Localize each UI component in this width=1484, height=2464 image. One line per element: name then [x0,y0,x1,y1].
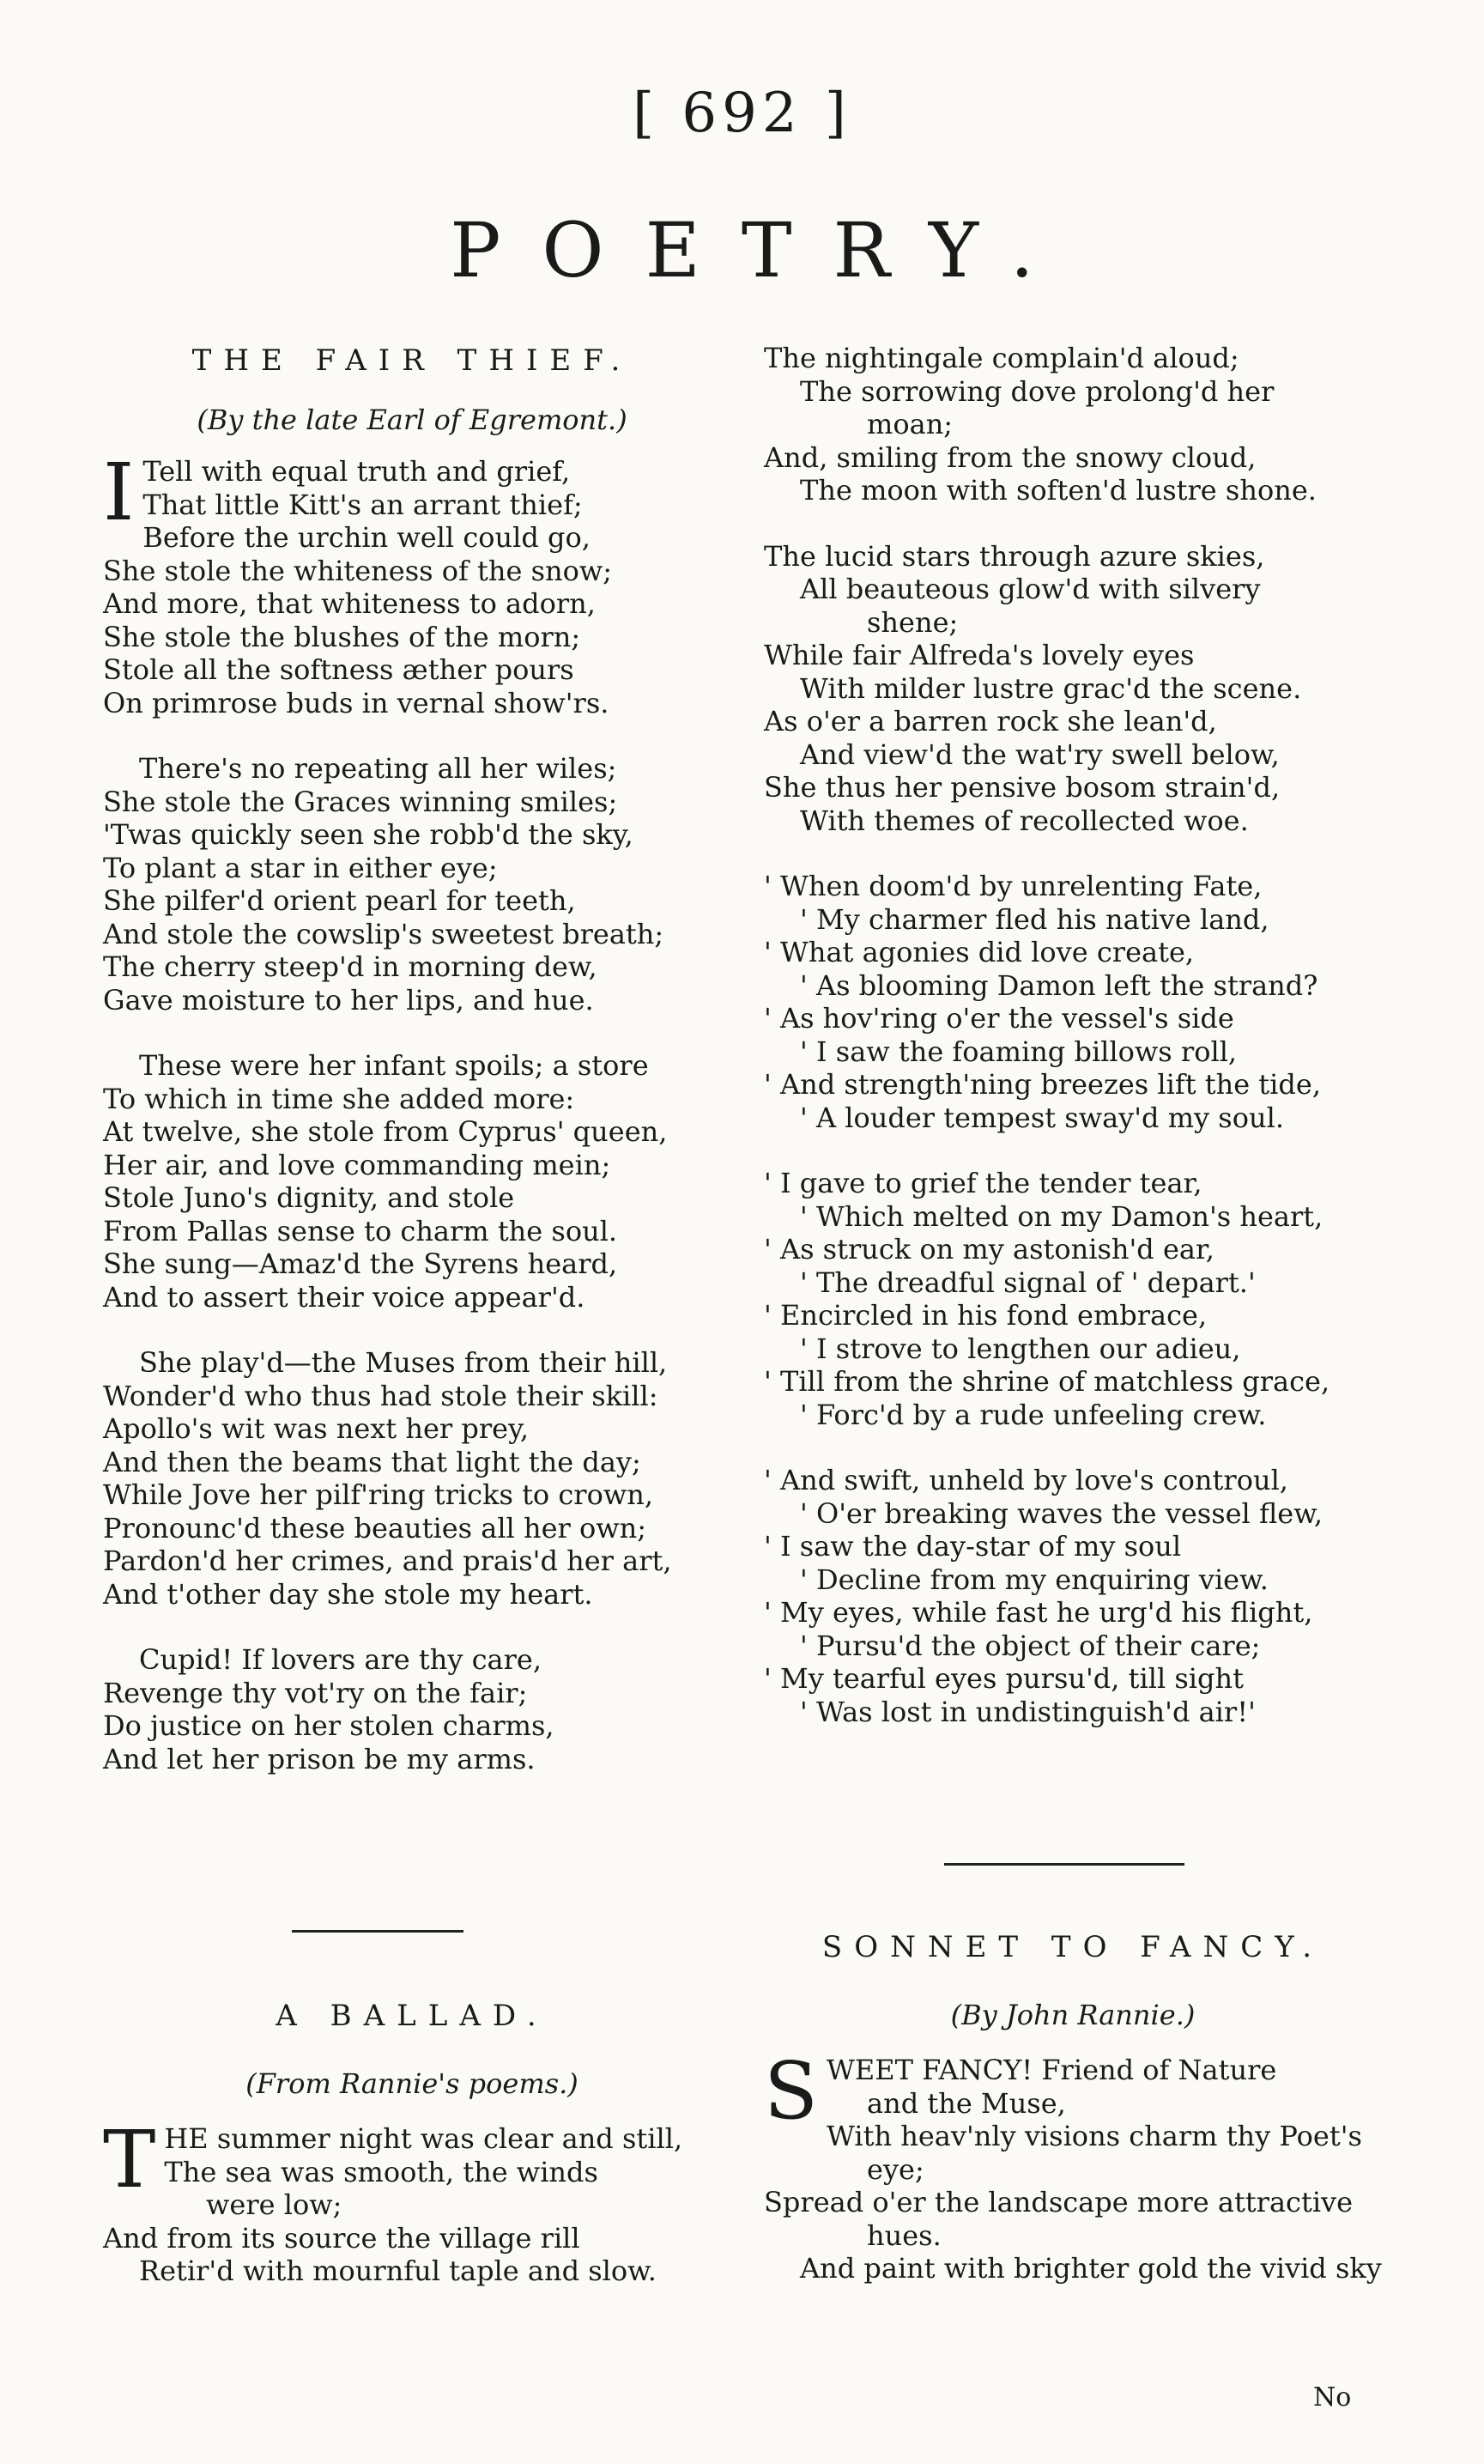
verse-line: ' Till from the shrine of matchless grace, [764,1365,1330,1398]
stanza [103,752,721,1017]
verse-line: And from its source the village rill [103,2221,580,2255]
poem-title: A BALLAD. [276,1999,548,2033]
verse-line: Cupid! If lovers are thy care, [139,1643,542,1676]
verse-line: ' Which melted on my Damon's heart, [800,1199,1323,1233]
verse-line: ' Decline from my enquiring view. [800,1563,1269,1596]
verse-line: The cherry steep'd in morning dew, [103,950,597,983]
verse-line: And stole the cowslip's sweetest breath; [103,917,664,950]
verse-line: ' What agonies did love create, [764,936,1195,968]
verse-line: With milder lustre grac'd the scene. [800,671,1302,705]
verse-line: ' Pursu'd the object of their care; [800,1629,1261,1662]
verse-line: Do justice on her stolen charms, [103,1709,554,1742]
verse-line: And, smiling from the snowy cloud, [764,440,1257,474]
verse-line: Her air, and love commanding mein; [103,1148,611,1181]
verse-line: ' O'er breaking waves the vessel flew, [800,1496,1323,1530]
verse-line: ' Was lost in undistinguish'd air!' [800,1695,1256,1728]
verse-line: ' My eyes, while fast he urg'd his flight, [764,1596,1313,1629]
verse-line: She stole the blushes of the morn; [103,620,581,653]
catchword: No [1313,2382,1352,2412]
verse-line: Revenge thy vot'ry on the fair; [103,1676,528,1709]
verse-line: The nightingale complain'd aloud; [764,342,1239,374]
verse-line: With heav'nly visions charm thy Poet's [827,2120,1362,2152]
poem-byline: (From Rannie's poems.) [245,2067,578,2100]
verse-line: And view'd the wat'ry swell below, [800,737,1280,771]
drop-cap: T [103,2114,156,2206]
verse-line: She pilfer'd orient pearl for teeth, [103,884,576,917]
verse-line: Pardon'd her crimes, and prais'd her art, [103,1545,672,1577]
verse-line: ' As blooming Damon left the strand? [800,968,1318,1002]
verse-line: Apollo's wit was next her prey, [103,1412,530,1445]
verse-line: She play'd—the Muses from their hill, [139,1346,668,1379]
stanza [103,1643,721,1775]
verse-line: The sea was smooth, the winds [164,2155,598,2188]
poem-title: SONNET TO FANCY. [821,1930,1324,1964]
verse-line: She stole the whiteness of the snow; [103,554,613,587]
verse-line: and the Muse, [867,2086,1066,2120]
section-title: POETRY. [450,206,1075,294]
verse-line: eye; [867,2152,924,2186]
verse-line: And paint with brighter gold the vivid sky [800,2252,1382,2285]
verse-line: ' Encircled in his fond embrace, [764,1299,1208,1332]
verse-line: moan; [867,408,954,440]
poem-title: THE FAIR THIEF. [191,343,633,378]
drop-cap: S [764,2045,819,2137]
verse-line: ' The dreadful signal of ' depart.' [800,1265,1256,1299]
verse-line: Tell with equal truth and grief, [142,455,571,488]
poem-byline: (By the late Earl of Egremont.) [197,404,627,436]
verse-line: To plant a star in either eye; [103,851,498,884]
verse-line: She sung—Amaz'd the Syrens heard, [103,1247,618,1280]
verse-line: Wonder'd who thus had stole their skill: [103,1379,658,1412]
stanza [764,342,1382,507]
verse-line: The moon with soften'd lustre shone. [800,474,1317,507]
verse-line: ' Forc'd by a rude unfeeling crew. [800,1398,1267,1431]
verse-line: That little Kitt's an arrant thief; [142,488,583,521]
stanza [764,870,1382,1134]
verse-line: ' My tearful eyes pursu'd, till sight [764,1662,1244,1695]
verse-line: Pronounc'd these beauties all her own; [103,1511,647,1545]
poem-sonnet [764,1930,1382,2285]
verse-line: While Jove her pilf'ring tricks to crown, [103,1478,654,1511]
verse-line: And let her prison be my arms. [103,1742,536,1775]
verse-line: ' And swift, unheld by love's controul, [764,1464,1288,1496]
verse-line: ' I saw the foaming billows roll, [800,1035,1238,1068]
verse-line: On primrose buds in vernal show'rs. [103,686,609,719]
verse-line: As o'er a barren rock she lean'd, [764,705,1217,737]
poem-ballad [103,1999,721,2288]
poem-body [764,342,1382,1728]
verse-line: The lucid stars through azure skies, [764,539,1265,573]
verse-line: And t'other day she stole my heart. [103,1577,593,1611]
verse-line: Retir'd with mournful taple and slow. [139,2255,657,2287]
verse-line: were low; [206,2188,342,2221]
page-number: [ 692 ] [633,82,851,145]
verse-line: The sorrowing dove prolong'd her [800,374,1275,408]
stanza [103,1346,721,1611]
verse-line: ' My charmer fled his native land, [800,902,1269,936]
verse-line: And to assert their voice appear'd. [103,1280,585,1314]
poem-fair-thief [103,343,721,1808]
verse-line: Stole all the softness æther pours [103,653,574,686]
verse-line: ' As hov'ring o'er the vessel's side [764,1002,1234,1035]
verse-line: There's no repeating all her wiles; [139,752,617,785]
verse-line: And more, that whiteness to adorn, [103,587,596,620]
verse-line: WEET FANCY! Friend of Nature [827,2054,1277,2086]
poem-body [103,446,721,1775]
verse-line: From Pallas sense to charm the soul. [103,1214,618,1247]
drop-cap: I [103,446,135,538]
stanza [764,540,1382,838]
verse-line: And then the beams that light the day; [103,1445,641,1478]
verse-line: All beauteous glow'd with silvery [800,573,1261,605]
poem-byline: (By John Rannie.) [950,1999,1196,2031]
verse-line: These were her infant spoils; a store [139,1049,649,1082]
verse-line: With themes of recollected woe. [800,804,1249,837]
verse-line: ' And strength'ning breezes lift the tide, [764,1068,1321,1101]
verse-line: ' A louder tempest sway'd my soul. [800,1101,1284,1134]
verse-line: hues. [867,2218,942,2252]
verse-line: At twelve, she stole from Cyprus' queen, [103,1115,668,1148]
stanza [103,446,721,719]
verse-line: ' I strove to lengthen our adieu, [800,1332,1241,1365]
verse-line: Before the urchin well could go, [142,521,591,554]
verse-line: Gave moisture to her lips, and hue. [103,983,594,1017]
verse-line: ' When doom'd by unrelenting Fate, [764,870,1263,902]
poem-body [764,2045,1382,2285]
verse-line: HE summer night was clear and still, [164,2122,683,2155]
separator-rule [292,1930,463,1933]
verse-line: 'Twas quickly seen she robb'd the sky, [103,818,633,851]
poem-body [103,2114,721,2288]
verse-line: ' As struck on my astonish'd ear, [764,1233,1214,1265]
stanza [764,1167,1382,1431]
verse-line: She stole the Graces winning smiles; [103,785,618,818]
separator-rule [944,1863,1184,1866]
verse-line: shene; [867,605,959,639]
poem-ballad-continued [764,342,1382,1761]
verse-line: ' I saw the day-star of my soul [764,1530,1182,1563]
verse-line: She thus her pensive bosom strain'd, [764,771,1281,804]
verse-line: Stole Juno's dignity, and stole [103,1181,515,1214]
verse-line: While fair Alfreda's lovely eyes [764,639,1195,671]
stanza [103,1049,721,1314]
stanza [764,1464,1382,1728]
verse-line: ' I gave to grief the tender tear, [764,1167,1202,1199]
verse-line: To which in time she added more: [103,1082,575,1115]
verse-line: Spread o'er the landscape more attractive [764,2186,1354,2218]
